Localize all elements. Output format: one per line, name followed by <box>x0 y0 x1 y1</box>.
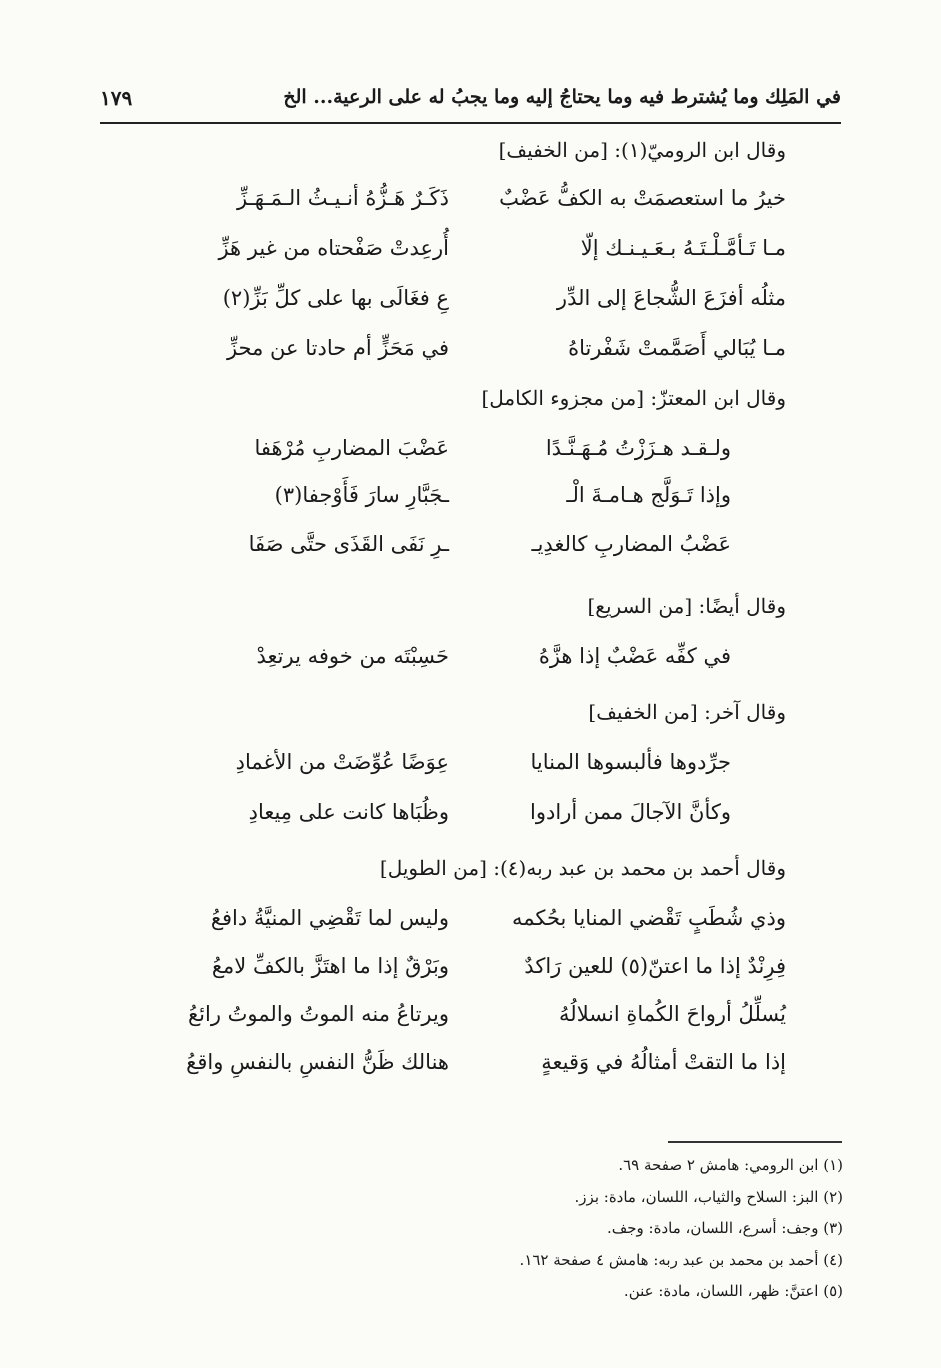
verse-hemistich-left: هنالك ظَنُّ النفسِ بالنفسِ واقعُ <box>186 1050 449 1074</box>
poem-intro: وقال أحمد بن محمد بن عبد ربه(٤): [من الطويل] <box>379 856 786 880</box>
verse-hemistich-left: عِوَضًا عُوِّضَتْ من الأغمادِ <box>235 750 449 774</box>
verse-hemistich-left: عَضْبَ المضاربِ مُرْهَفا <box>254 436 449 460</box>
verse-hemistich-left: ـرِ نَفَى القَذَى حتَّى صَفَا <box>248 532 449 556</box>
verse-hemistich-right: عَضْبُ المضاربِ كالغدِيـ <box>531 532 731 556</box>
verse-hemistich-left: ويرتاعُ منه الموتُ والموتُ رائعُ <box>187 1002 449 1026</box>
running-title: في المَلِك وما يُشترط فيه وما يحتاجُ إليه وما يجبُ له على الرعية... الخ <box>283 86 841 108</box>
verse-hemistich-left: عِ فغَالَى بها على كلِّ بَزِّ(٢) <box>222 286 449 310</box>
footnote: (٢) البز: السلاح والثياب، اللسان، مادة: بزز. <box>574 1188 843 1206</box>
verse-hemistich-left: في مَحَزٍّ أم حادتا عن محزِّ <box>226 336 449 360</box>
verse-hemistich-right: في كفِّه عَضْبٌ إذا هزَّهُ <box>538 644 731 668</box>
verse-hemistich-right: ولـقـد هـزَزْتُ مُـهَـنَّـدًا <box>545 436 731 460</box>
verse-hemistich-left: ـجَبَّارِ سارَ فَأَوْجفا(٣) <box>274 483 449 507</box>
verse-hemistich-right: مـا تَـأمَّـلْـتَـهُ بـعَـيـنـك إلّا <box>580 236 786 260</box>
verse-hemistich-left: وبَرْقٌ إذا ما اهتَزَّ بالكفِّ لامعُ <box>211 954 449 978</box>
verse-hemistich-right: مـا يُبَالي أَصَمَّمتْ شَفْرتاهُ <box>568 336 786 360</box>
verse-hemistich-left: وظُبَاها كانت على مِيعادِ <box>248 800 449 824</box>
page-number: ١٧٩ <box>100 86 133 110</box>
verse-hemistich-left: حَسِبْتَه من خوفه يرتعِدْ <box>256 644 449 668</box>
verse-hemistich-right: يُسلِّلُ أرواحَ الكُماةِ انسلالُهُ <box>559 1002 786 1026</box>
footnote: (٤) أحمد بن محمد بن عبد ربه: هامش ٤ صفحة ١٦٢. <box>519 1251 843 1269</box>
footnote: (١) ابن الرومي: هامش ٢ صفحة ٦٩. <box>618 1156 843 1174</box>
verse-hemistich-right: مثلُه أفزَعَ الشُّجاعَ إلى الدِّر <box>556 286 786 310</box>
verse-hemistich-right: وذي شُطَبٍ تَقْضي المنايا بحُكمه <box>511 906 786 930</box>
verse-hemistich-right: خيرُ ما استعصمَتْ به الكفُّ عَضْبٌ <box>499 186 786 210</box>
verse-hemistich-left: ذَكَـرٌ هَـزُّهُ أنـيـثُ الـمَـهَـزِّ <box>237 186 449 210</box>
verse-hemistich-right: فِرِنْدٌ إذا ما اعتنّ(٥) للعين رَاكدٌ <box>524 954 786 978</box>
verse-hemistich-right: وكأنَّ الآجالَ ممن أرادوا <box>530 800 731 824</box>
verse-hemistich-left: وليس لما تَقْضِي المنيَّةُ دافعُ <box>210 906 449 930</box>
poem-intro: وقال أيضًا: [من السريع] <box>587 594 786 618</box>
poem-intro: وقال ابن المعتزّ: [من مجزوء الكامل] <box>481 386 786 410</box>
verse-hemistich-right: إذا ما التقتْ أمثالُهُ في وَقيعةٍ <box>541 1050 786 1074</box>
page-header <box>100 82 841 124</box>
verse-hemistich-right: وإذا تَـوَلَّج هـامـةَ الْـ <box>566 483 731 507</box>
poem-intro: وقال ابن الروميّ(١): [من الخفيف] <box>498 138 786 162</box>
verse-hemistich-right: جرِّدوها فألبسوها المنايا <box>530 750 731 774</box>
footnote-separator <box>668 1141 842 1143</box>
footnote: (٣) وجف: أسرع، اللسان، مادة: وجف. <box>606 1219 843 1237</box>
poem-intro: وقال آخر: [من الخفيف] <box>588 700 786 724</box>
verse-hemistich-left: أُرعِدتْ صَفْحتاه من غير هَزِّ <box>218 236 449 260</box>
footnote: (٥) اعتنَّ: ظهر، اللسان، مادة: عنن. <box>623 1282 843 1300</box>
